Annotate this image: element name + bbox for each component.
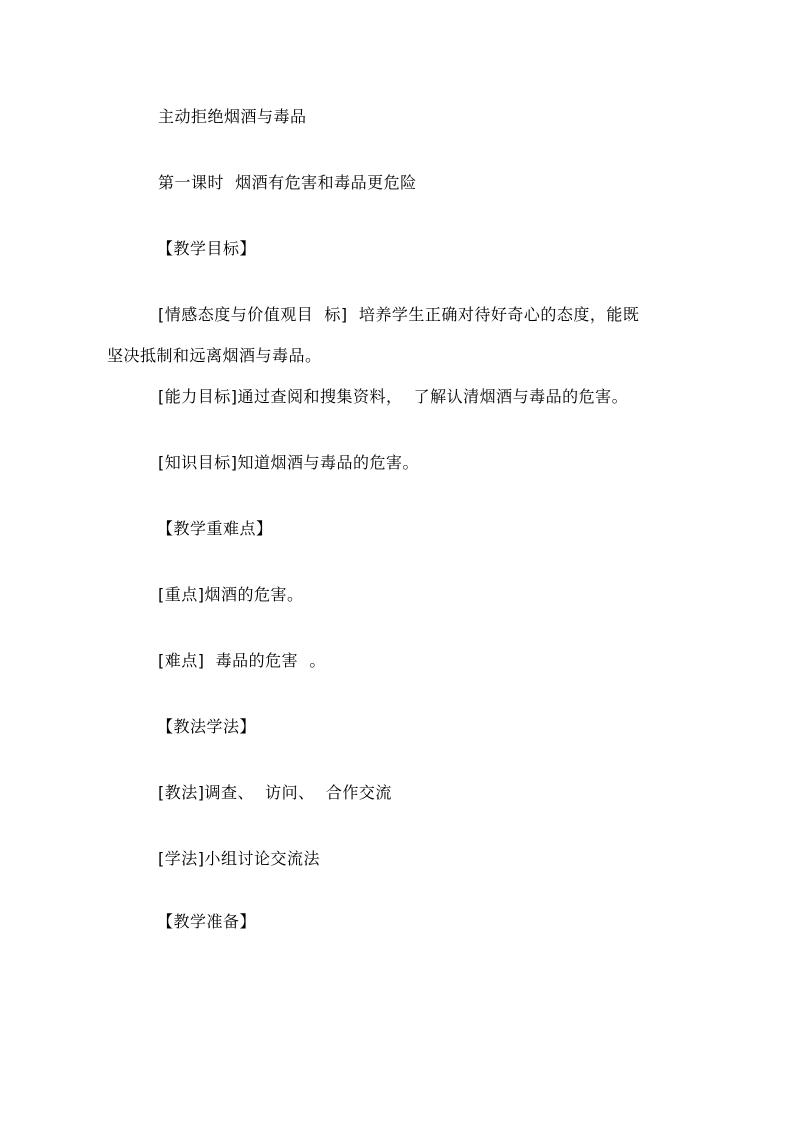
teaching-method: [教法]调查、 访问、 合作交流	[158, 783, 392, 802]
methods-heading: 【教法学法】	[157, 717, 257, 736]
lesson-title: 第一课时 烟酒有危害和毒品更危险	[158, 173, 417, 192]
preparation-heading: 【教学准备】	[157, 912, 257, 931]
emotion-objective-line2: 坚决抵制和远离烟酒与毒品。	[107, 346, 322, 365]
learning-method: [学法]小组讨论交流法	[158, 849, 320, 868]
key-point: [重点]烟酒的危害。	[158, 585, 304, 604]
objectives-heading: 【教学目标】	[157, 239, 257, 258]
difficult-point: [难点] 毒品的危害 。	[158, 651, 326, 670]
knowledge-objective: [知识目标]知道烟酒与毒品的危害。	[158, 453, 419, 472]
difficulty-heading: 【教学重难点】	[157, 519, 273, 538]
emotion-objective-line1: [情感态度与价值观目 标] 培养学生正确对待好奇心的态度，能既	[158, 305, 640, 324]
ability-objective: [能力目标]通过查阅和搜集资料， 了解认清烟酒与毒品的危害。	[158, 387, 629, 406]
document-title: 主动拒绝烟酒与毒品	[158, 107, 307, 126]
